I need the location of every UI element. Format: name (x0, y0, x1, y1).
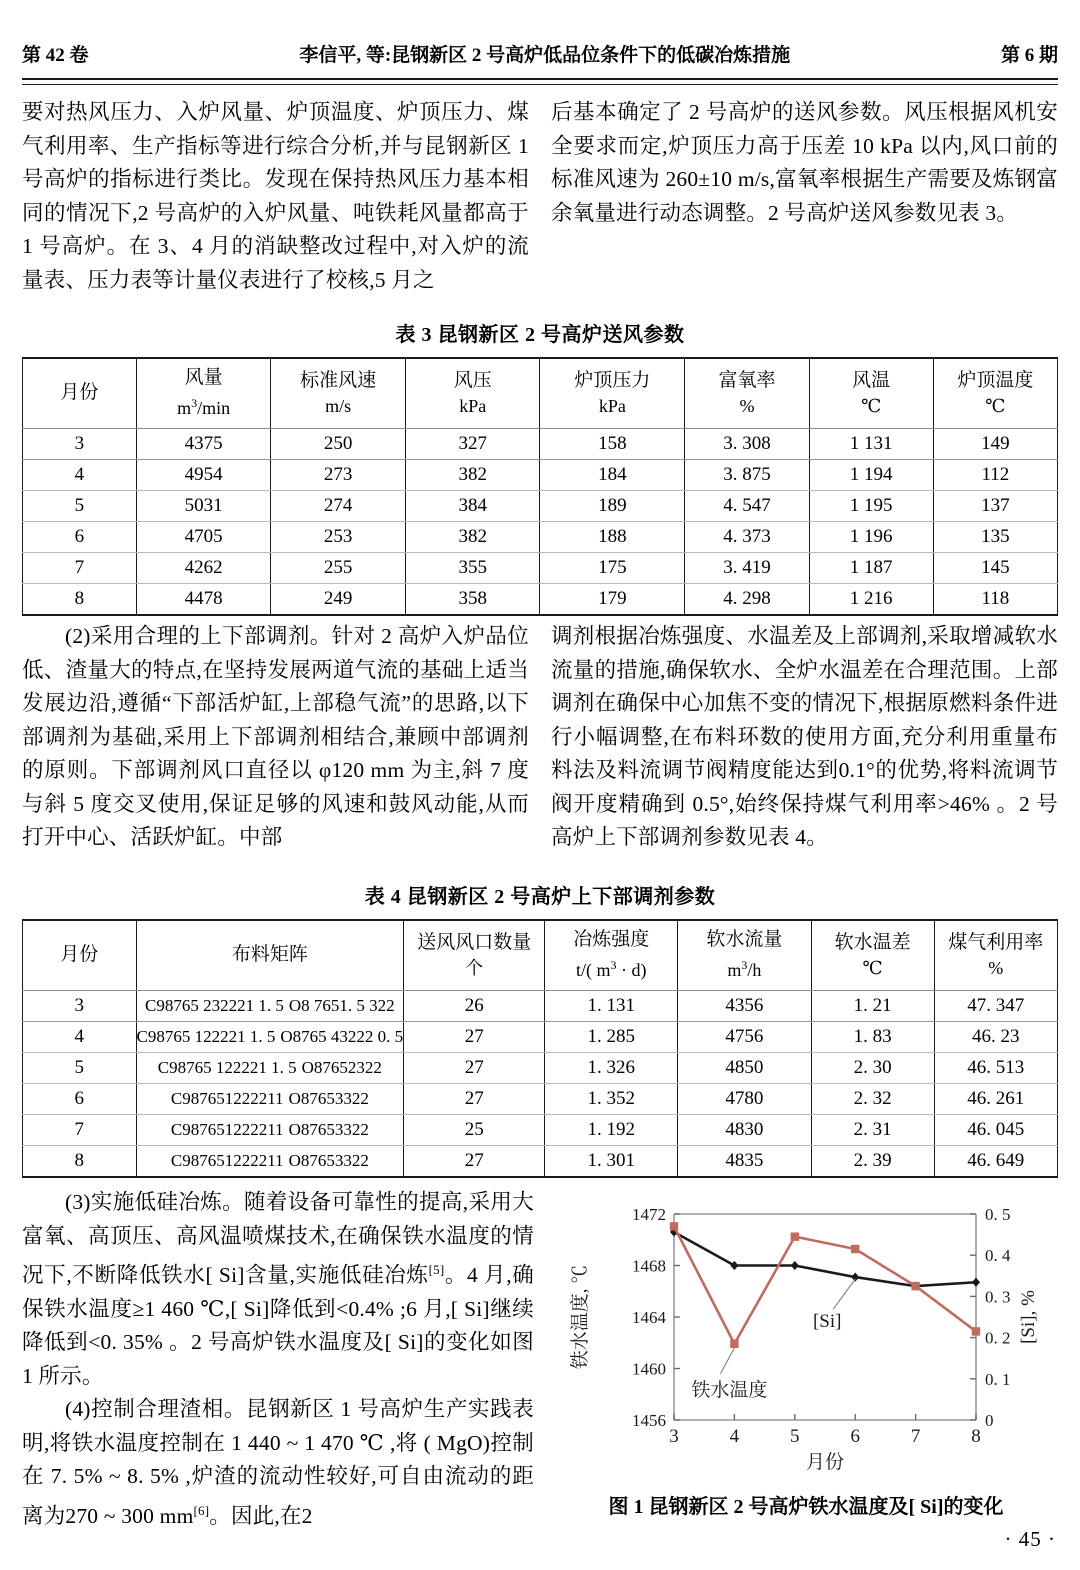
column-left-2 (22, 620, 529, 855)
column-left (22, 96, 529, 297)
table3-cell-value: 4. 298 (685, 584, 809, 616)
table3-cell-value: 112 (933, 460, 1057, 491)
table-row (23, 553, 1058, 584)
table4-th-softflow-unit: $m^3/h$ (727, 958, 762, 980)
table3-th-pressure (405, 358, 540, 429)
table4-cell-value: 27 (404, 1053, 545, 1084)
table-row (23, 1022, 1058, 1053)
y-tick-label-left: 1460 (632, 1359, 666, 1379)
table3-th-windtemp-label: 风温 (852, 369, 891, 391)
table3-cell-value: 249 (271, 584, 406, 616)
table3-cell-value: 4375 (136, 429, 271, 460)
table3-cell-value: 1 187 (809, 553, 933, 584)
table3-cell-value: 3. 419 (685, 553, 809, 584)
y-tick-label-left: 1456 (632, 1411, 666, 1430)
table3-th-toptemp-unit: ℃ (985, 395, 1006, 416)
table4-th-intensity-label: 冶炼强度 (573, 929, 650, 950)
table4-th-softdt-label: 软水温差 (834, 931, 911, 953)
data-point-marker (791, 1261, 799, 1270)
table3-cell-value: 4705 (136, 522, 271, 553)
table4-cell-matrix: C 987651222211 O 87653322 (136, 1115, 404, 1146)
table4-cell-month: 4 (23, 1022, 137, 1053)
column-right (551, 96, 1058, 297)
table-row (23, 491, 1058, 522)
table-row (23, 1053, 1058, 1084)
table4-cell-matrix: C 987651222211 O 87653322 (136, 1146, 404, 1178)
table3-container (22, 318, 1058, 616)
table4-cell-matrix: C 987651222211 O 87653322 (136, 1084, 404, 1115)
table4-cell-matrix: C 98765 122221 1. 5 O 87652322 (136, 1053, 404, 1084)
table3-cell-value: 135 (933, 522, 1057, 553)
table-row (23, 460, 1058, 491)
x-tick-label: 5 (790, 1426, 800, 1447)
table-row (23, 429, 1058, 460)
y-tick-label-right: 0 (985, 1411, 994, 1430)
table3-th-airflow (136, 358, 271, 429)
table-row (23, 584, 1058, 616)
paragraph-3-text-a: (3)实施低硅冶炼。随着设备可靠性的提高,采用大富氧、高顶压、高风温喷煤技术,在确保铁水温度的情况下,不断降低铁水[ Si]含量,实施低硅冶炼 (22, 1190, 534, 1288)
table3-th-airflow-unit: $m^3/\min$ (177, 396, 231, 418)
table3-cell-value: 175 (540, 553, 685, 584)
table3-cell-value: 184 (540, 460, 685, 491)
table3-th-speed (271, 358, 406, 429)
table3-th-oxygen-unit: % (739, 395, 755, 416)
x-tick-label: 3 (669, 1426, 679, 1447)
table-row (23, 1084, 1058, 1115)
table4-cell-value: 27 (404, 1022, 545, 1053)
table3-cell-value: 250 (271, 429, 406, 460)
y-tick-label-left: 1472 (632, 1205, 666, 1224)
table3-cell-value: 1 195 (809, 491, 933, 522)
table4-th-gasutil-label: 煤气利用率 (948, 931, 1044, 953)
table3-th-pressure-unit: kPa (459, 395, 487, 416)
table4-cell-matrix: C 98765 232221 1. 5 O 8 7651. 5 322 (136, 991, 404, 1022)
table3-cell-value: 382 (405, 460, 540, 491)
table-row (23, 991, 1058, 1022)
table3-cell-value: 4478 (136, 584, 271, 616)
table3-th-toptemp (933, 358, 1057, 429)
table4-cell-value: 46. 045 (934, 1115, 1057, 1146)
annotation-leader-si (833, 1279, 855, 1309)
column-right-2 (551, 620, 1058, 855)
table3-th-windtemp (809, 358, 933, 429)
y-tick-label-left: 1468 (632, 1256, 666, 1276)
table3-cell-month: 5 (23, 491, 137, 522)
table3 (22, 357, 1058, 616)
table3-th-toptemp-label: 炉顶温度 (957, 369, 1034, 391)
table3-cell-value: 188 (540, 522, 685, 553)
table4-cell-value: 4830 (678, 1115, 812, 1146)
running-title: 李信平, 等:昆钢新区 2 号高炉低品位条件下的低碳冶炼措施 (299, 45, 791, 66)
table3-th-oxygen (685, 358, 809, 429)
table4-cell-value: 1. 131 (545, 991, 678, 1022)
table3-th-toppressure-label: 炉顶压力 (574, 369, 651, 391)
table3-cell-value: 1 194 (809, 460, 933, 491)
data-point-marker (670, 1222, 678, 1230)
table4-th-intensity-unit: t/( $m^3 \cdot d$) (575, 958, 647, 980)
table3-th-airflow-label: 风量 (184, 367, 223, 388)
table3-cell-value: 274 (271, 491, 406, 522)
table3-cell-value: 118 (933, 584, 1057, 616)
table3-cell-month: 6 (23, 522, 137, 553)
table4-cell-month: 7 (23, 1115, 137, 1146)
table4-cell-value: 2. 30 (811, 1053, 934, 1084)
table3-body (23, 429, 1058, 616)
table3-cell-value: 4. 547 (685, 491, 809, 522)
series-line (674, 1232, 976, 1286)
y-tick-label-right: 0. 1 (985, 1369, 1011, 1389)
table3-cell-value: 382 (405, 522, 540, 553)
table3-cell-value: 1 216 (809, 584, 933, 616)
table4-cell-value: 26 (404, 991, 545, 1022)
table3-cell-value: 384 (405, 491, 540, 522)
issue-label: 第 6 期 (1000, 45, 1058, 66)
table3-cell-value: 4262 (136, 553, 271, 584)
table4-th-gasutil (934, 920, 1057, 991)
table4-cell-value: 1. 83 (811, 1022, 934, 1053)
table3-cell-value: 1 196 (809, 522, 933, 553)
x-tick-label: 4 (729, 1426, 740, 1447)
x-tick-label: 7 (910, 1426, 921, 1447)
table3-th-oxygen-label: 富氧率 (718, 369, 776, 391)
table3-th-toppressure (540, 358, 685, 429)
paragraph-4-text-b: 。因此,在2 (209, 1503, 313, 1528)
table4-cell-matrix: C 98765 122221 1. 5 O 8765 43222 0. 5 (136, 1022, 404, 1053)
table4 (22, 919, 1058, 1178)
table4-cell-value: 1. 21 (811, 991, 934, 1022)
table4-cell-value: 1. 326 (545, 1053, 678, 1084)
figure1-chart (556, 1192, 1056, 1472)
table3-cell-value: 137 (933, 491, 1057, 522)
header-rule (22, 78, 1058, 85)
x-tick-label: 8 (971, 1426, 981, 1447)
y-tick-label-right: 0. 4 (985, 1246, 1011, 1266)
data-point-marker (730, 1340, 738, 1348)
table3-cell-value: 5031 (136, 491, 271, 522)
annotation-leader-temp (720, 1348, 734, 1374)
table3-th-speed-unit: m/s (325, 395, 352, 416)
text-block-2 (22, 620, 1058, 855)
y-tick-label-right: 0. 5 (985, 1205, 1011, 1224)
table3-cell-value: 145 (933, 553, 1057, 584)
table3-cell-value: 4. 373 (685, 522, 809, 553)
table3-cell-value: 358 (405, 584, 540, 616)
table3-caption: 表 3 昆钢新区 2 号高炉送风参数 (395, 324, 685, 346)
table4-cell-month: 6 (23, 1084, 137, 1115)
table3-cell-value: 149 (933, 429, 1057, 460)
table4-cell-value: 4850 (678, 1053, 812, 1084)
table3-cell-value: 158 (540, 429, 685, 460)
table4-cell-value: 46. 23 (934, 1022, 1057, 1053)
page-number: · 45 · (1004, 1527, 1056, 1551)
table3-cell-value: 1 131 (809, 429, 933, 460)
table3-cell-value: 355 (405, 553, 540, 584)
table3-th-month (23, 358, 137, 429)
table4-body (23, 991, 1058, 1178)
running-head (22, 40, 1058, 67)
table4-cell-value: 47. 347 (934, 991, 1057, 1022)
data-point-marker (972, 1278, 980, 1287)
table4-cell-value: 46. 649 (934, 1146, 1057, 1178)
y-axis-label-right: [Si], % (1018, 1290, 1039, 1344)
table-row (23, 522, 1058, 553)
x-axis-label: 月份 (805, 1452, 845, 1472)
table4-cell-month: 8 (23, 1146, 137, 1178)
table4-th-month (23, 920, 137, 991)
y-axis-label-left: 铁水温度, ℃ (570, 1264, 591, 1370)
table3-cell-value: 3. 308 (685, 429, 809, 460)
table3-header-row (23, 358, 1058, 429)
table4-cell-value: 2. 31 (811, 1115, 934, 1146)
table4-cell-value: 25 (404, 1115, 545, 1146)
paragraph-2-right: 调剂根据冶炼强度、水温差及上部调剂,采取增减软水流量的措施,确保软水、全炉水温差在合理范围。上部调剂在确保中心加焦不变的情况下,根据原燃料条件进行小幅调整,在布料环数的使用方面,充分利用重量布料法及料流调节阀精度能达到0.1°的优势,将料流调节阀开度精确到 0.5°,始终保持煤气利用率>46% 。2 号高炉上下部调剂参数见表 4。 (551, 624, 1058, 849)
table4-cell-month: 5 (23, 1053, 137, 1084)
table4-th-matrix (136, 920, 404, 991)
table4-th-tuyere-label: 送风风口数量 (417, 931, 532, 953)
reference-marker-5: [5] (428, 1262, 445, 1277)
table4-head (23, 920, 1058, 991)
data-point-marker (911, 1282, 919, 1290)
table4-th-softflow-label: 软水流量 (706, 929, 783, 950)
annotation-label-temp: 铁水温度 (691, 1379, 768, 1401)
paragraph-4-text-a: (4)控制合理渣相。昆钢新区 1 号高炉生产实践表明,将铁水温度控制在 1 440 ~ 1 470 ℃ ,将 ( MgO)控制在 7. 5% ~ 8. 5% ,炉渣的流动性较好,可自由流动的距离为270 ~ 300 mm (22, 1397, 534, 1528)
table4-container (22, 880, 1058, 1178)
y-tick-label-right: 0. 3 (985, 1287, 1011, 1307)
table3-cell-value: 273 (271, 460, 406, 491)
data-point-marker (851, 1245, 859, 1253)
table3-th-pressure-label: 风压 (453, 369, 492, 391)
table4-cell-value: 27 (404, 1084, 545, 1115)
table4-caption: 表 4 昆钢新区 2 号高炉上下部调剂参数 (364, 886, 716, 908)
table3-cell-value: 3. 875 (685, 460, 809, 491)
paragraph-1-left: 要对热风压力、入炉风量、炉顶温度、炉顶压力、煤气利用率、生产指标等进行综合分析,并与昆钢新区 1 号高炉的指标进行类比。发现在保持热风压力基本相同的情况下,2 号高炉的入炉风量、吨铁耗风量都高于 1 号高炉。在 3、4 月的消缺整改过程中,对入炉的流量表、压力表等计量仪表进行了校核,5 月之 (22, 100, 529, 292)
paragraph-3-left (22, 1186, 534, 1393)
y-tick-label-left: 1464 (632, 1308, 666, 1327)
table4-cell-value: 1. 352 (545, 1084, 678, 1115)
x-tick-label: 6 (850, 1426, 860, 1447)
table4-th-tuyere (404, 920, 545, 991)
table4-cell-value: 1. 192 (545, 1115, 678, 1146)
paragraph-4-left (22, 1393, 534, 1533)
table4-cell-value: 27 (404, 1146, 545, 1178)
figure1-caption: 图 1 昆钢新区 2 号高炉铁水温度及[ Si]的变化 (608, 1496, 1004, 1518)
text-block-3 (22, 1186, 534, 1533)
table4-cell-value: 4835 (678, 1146, 812, 1178)
table4-th-tuyere-unit: 个 (465, 957, 484, 978)
table4-cell-value: 46. 261 (934, 1084, 1057, 1115)
table4-th-intensity (545, 920, 678, 991)
table4-cell-value: 4356 (678, 991, 812, 1022)
table3-cell-month: 3 (23, 429, 137, 460)
table4-cell-value: 2. 39 (811, 1146, 934, 1178)
data-point-marker (972, 1327, 980, 1335)
paragraph-1-right: 后基本确定了 2 号高炉的送风参数。风压根据风机安全要求而定,炉顶压力高于压差 10 kPa 以内,风口前的标准风速为 260±10 m/s,富氧率根据生产需要及炼钢富余氧量进行动态调整。2 号高炉送风参数见表 3。 (551, 100, 1058, 225)
paragraph-3-text-b: 。4 月,确保铁水温度≥1 460 ℃,[ Si]降低到<0.4% ;6 月,[ Si]继续降低到<0. 35% 。2 号高炉铁水温度及[ Si]的变化如图 1 所示。 (22, 1263, 535, 1388)
data-point-marker (791, 1232, 799, 1240)
table4-th-matrix-label: 布料矩阵 (231, 943, 308, 965)
figure1-container (556, 1192, 1056, 1519)
table3-cell-value: 179 (540, 584, 685, 616)
table4-cell-value: 1. 285 (545, 1022, 678, 1053)
table3-th-toppressure-unit: kPa (598, 395, 626, 416)
volume-label: 第 42 卷 (22, 45, 89, 66)
table3-cell-value: 255 (271, 553, 406, 584)
table4-cell-value: 1. 301 (545, 1146, 678, 1178)
table4-th-gasutil-unit: % (988, 957, 1004, 978)
table-row (23, 1146, 1058, 1178)
table4-cell-value: 4756 (678, 1022, 812, 1053)
table3-cell-month: 4 (23, 460, 137, 491)
table3-th-windtemp-unit: ℃ (861, 395, 882, 416)
table3-cell-value: 253 (271, 522, 406, 553)
table4-header-row (23, 920, 1058, 991)
paragraph-2-left: (2)采用合理的上下部调剂。针对 2 高炉入炉品位低、渣量大的特点,在坚持发展两道气流的基础上适当发展边沿,遵循“下部活炉缸,上部稳气流”的思路,以下部调剂为基础,采用上下部调剂相结合,兼顾中部调剂的原则。下部调剂风口直径以 φ120 mm 为主,斜 7 度与斜 5 度交叉使用,保证足够的风速和鼓风动能,从而打开中心、活跃炉缸。中部 (22, 624, 529, 849)
table3-cell-value: 189 (540, 491, 685, 522)
table3-cell-month: 7 (23, 553, 137, 584)
table4-th-softdt (811, 920, 934, 991)
table4-th-month-label: 月份 (60, 943, 99, 965)
data-point-marker (851, 1272, 859, 1281)
table4-th-softflow (678, 920, 812, 991)
table3-th-month-label: 月份 (60, 381, 99, 403)
annotation-label-si: [Si] (812, 1311, 842, 1333)
table3-cell-value: 327 (405, 429, 540, 460)
table3-th-speed-label: 标准风速 (300, 369, 377, 391)
table4-cell-value: 4780 (678, 1084, 812, 1115)
table4-th-softdt-unit: ℃ (862, 957, 883, 978)
text-block-1 (22, 96, 1058, 297)
table3-cell-month: 8 (23, 584, 137, 616)
table4-cell-value: 46. 513 (934, 1053, 1057, 1084)
table3-cell-value: 4954 (136, 460, 271, 491)
table-row (23, 1115, 1058, 1146)
y-tick-label-right: 0. 2 (985, 1328, 1011, 1348)
data-point-marker (730, 1261, 738, 1270)
reference-marker-6: [6] (193, 1502, 210, 1518)
table4-cell-value: 2. 32 (811, 1084, 934, 1115)
table3-head (23, 358, 1058, 429)
table4-cell-month: 3 (23, 991, 137, 1022)
